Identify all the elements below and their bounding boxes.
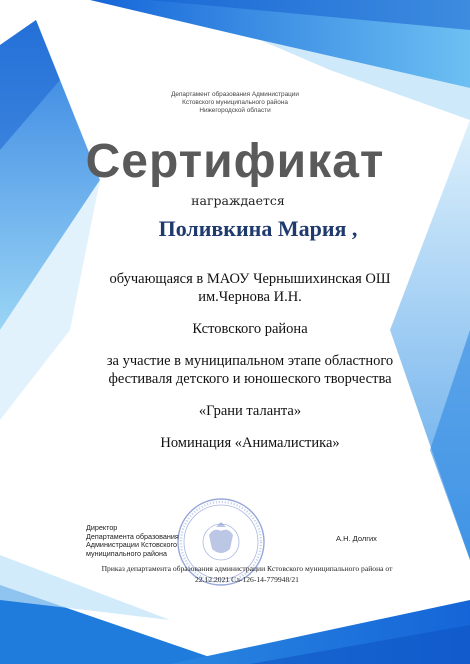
- certificate-title: Сертификат: [85, 135, 385, 188]
- body-line: Кстовского района: [192, 321, 308, 337]
- signatory-line: муниципального района: [86, 548, 167, 558]
- order-reference: [80, 563, 414, 585]
- signatory-name: А.Н. Долгих: [336, 534, 377, 543]
- body-line: обучающаяся в МАОУ Чернышихинская ОШ: [109, 271, 391, 287]
- signatory-line: Департамента образования: [86, 531, 179, 541]
- department-line: Нижегородской области: [199, 107, 271, 114]
- eagle-emblem-icon: [209, 530, 233, 553]
- body-line: «Грани таланта»: [198, 403, 302, 419]
- signatory-line: Директор: [86, 523, 118, 532]
- issuing-department: [150, 91, 320, 115]
- awarded-label: награждается: [191, 193, 285, 208]
- body-line: им.Чернова И.Н.: [198, 289, 302, 305]
- certificate-body: [60, 270, 440, 452]
- order-line: 22.12.2021 Сл-126-14-779948/21: [195, 575, 299, 584]
- department-line: Департамент образования Администрации: [171, 91, 299, 98]
- body-line: Номинация «Анималистика»: [160, 435, 340, 451]
- order-line: Приказ департамента образования администрации Кстовского муниципального района от: [101, 564, 393, 573]
- body-line: фестиваля детского и юношеского творчества: [108, 371, 392, 387]
- signatory-title: [86, 524, 206, 558]
- body-line: за участие в муниципальном этапе областного: [106, 353, 394, 369]
- signatory-line: Администрации Кстовского: [86, 540, 177, 550]
- department-line: Кстовского муниципального района: [182, 99, 288, 106]
- recipient-name: Поливкина Мария ,: [158, 216, 358, 241]
